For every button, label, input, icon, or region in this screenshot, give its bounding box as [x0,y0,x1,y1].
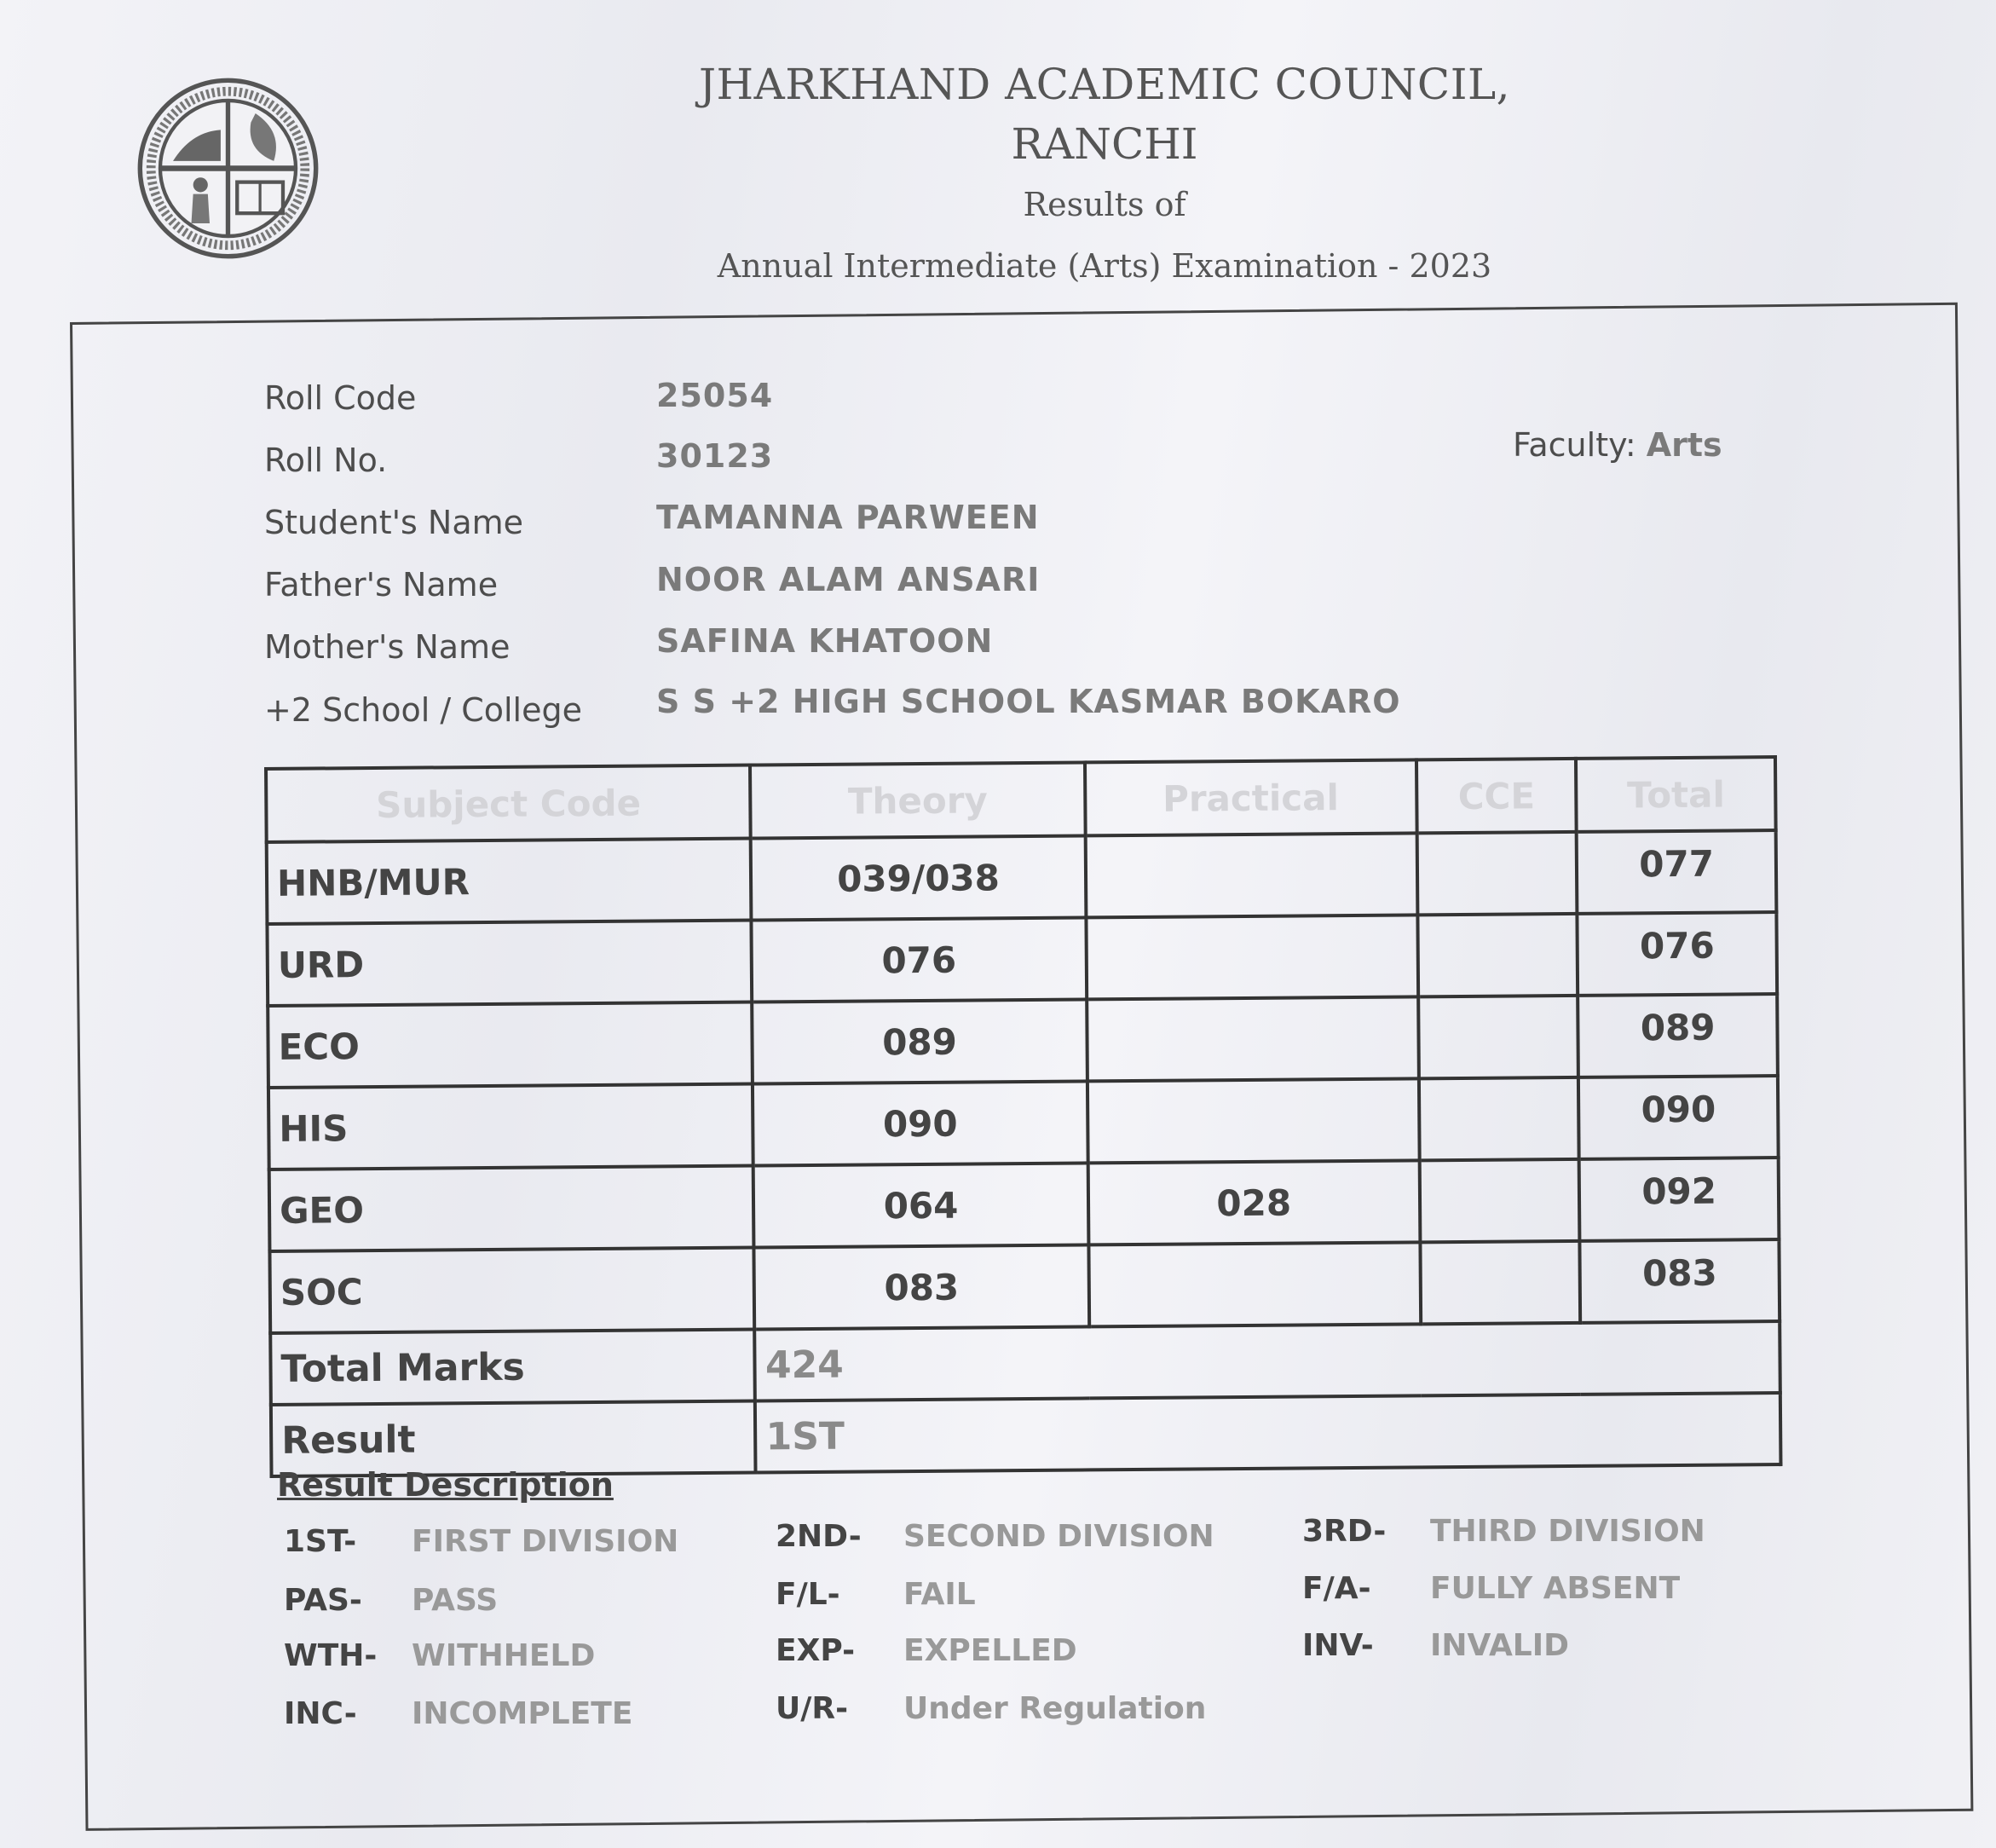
field-value: NOOR ALAM ANSARI [656,561,1041,598]
legend-value: WITHHELD [412,1638,596,1673]
legend-value: FAIL [903,1577,976,1612]
field-label: Student's Name [264,504,524,541]
exam-title: Annual Intermediate (Arts) Examination - 2023 [717,247,1492,285]
theory-marks: 064 [753,1163,1088,1247]
header-cce: CCE [1416,759,1577,833]
legend-item [284,1638,595,1673]
org-city: RANCHI [1011,119,1198,169]
marks-table [264,755,1782,1478]
results-of-label: Results of [1023,186,1186,223]
result-label: Result [271,1400,756,1476]
total-marks: 090 [1578,1076,1778,1159]
subject-code: URD [267,921,752,1006]
subject-code: HIS [268,1084,753,1169]
cce-marks [1417,914,1578,996]
legend-item [776,1519,1214,1554]
subject-code: HNB/MUR [267,839,752,924]
table-row [268,994,1778,1088]
faculty [1513,426,1722,464]
subject-code: SOC [269,1248,754,1333]
field-label: Roll No. [264,442,388,479]
total-marks-label: Total Marks [270,1329,755,1404]
legend-value: PASS [412,1583,499,1618]
cce-marks [1420,1241,1580,1324]
legend-key: F/L- [776,1577,840,1612]
legend-key: 3RD- [1302,1514,1387,1549]
legend-value: INVALID [1430,1628,1570,1663]
field-label: Father's Name [264,566,499,603]
result-description-title: Result Description [277,1466,614,1504]
legend-key: PAS- [284,1583,362,1618]
practical-marks [1086,915,1418,999]
legend-key: INV- [1302,1628,1374,1663]
header-practical: Practical [1085,759,1417,835]
header-subject-code: Subject Code [266,765,751,842]
org-name: JHARKHAND ACADEMIC COUNCIL, [698,60,1511,109]
legend-value: FULLY ABSENT [1430,1571,1681,1606]
legend-key: WTH- [284,1638,378,1673]
legend-item [1302,1571,1680,1606]
legend-item [284,1696,632,1731]
legend-value: FIRST DIVISION [412,1524,679,1559]
total-marks: 089 [1578,994,1778,1077]
table-row [267,830,1777,924]
result-description [277,1466,1705,1731]
legend-item [1302,1628,1569,1663]
theory-marks: 039/038 [751,835,1086,920]
header-theory: Theory [750,762,1085,838]
field-label: Mother's Name [264,628,511,666]
legend-value: THIRD DIVISION [1430,1514,1705,1549]
total-marks-row [270,1321,1780,1405]
table-header-row [266,757,1776,842]
field-value: 25054 [656,377,774,414]
table-row [268,1076,1779,1169]
legend-item [776,1691,1206,1726]
legend-key: EXP- [776,1633,856,1668]
practical-marks [1088,1242,1421,1326]
table-row [267,912,1777,1006]
faculty-value: Arts [1646,426,1722,464]
legend-key: F/A- [1302,1571,1371,1606]
legend-value: INCOMPLETE [412,1696,633,1731]
theory-marks: 076 [752,917,1087,1002]
field-value: SAFINA KHATOON [656,622,994,660]
legend-item [776,1577,976,1612]
practical-marks [1087,996,1419,1081]
cce-marks [1419,1077,1579,1160]
legend-item [284,1524,678,1559]
total-marks: 076 [1578,912,1777,996]
subject-code: ECO [268,1002,753,1088]
legend-item [776,1633,1077,1668]
cce-marks [1416,832,1577,915]
cce-marks [1418,996,1578,1078]
cce-marks [1419,1159,1579,1242]
total-marks-value: 424 [755,1321,1780,1400]
legend-item [1302,1514,1705,1549]
result-row [271,1393,1781,1476]
header-total: Total [1576,757,1775,832]
total-marks: 083 [1580,1239,1780,1323]
field-value: S S +2 HIGH SCHOOL KASMAR BOKARO [656,683,1401,720]
field-label: +2 School / College [264,691,582,729]
legend-value: EXPELLED [903,1633,1077,1668]
field-value: 30123 [656,437,774,475]
legend-key: INC- [284,1696,357,1731]
faculty-label: Faculty: [1513,426,1636,464]
theory-marks: 083 [754,1245,1089,1329]
legend-key: U/R- [776,1691,849,1726]
total-marks: 077 [1577,830,1776,914]
legend-item [284,1583,498,1618]
practical-marks [1085,833,1417,917]
legend-value: SECOND DIVISION [903,1519,1214,1554]
legend-key: 1ST- [284,1524,357,1559]
subject-code: GEO [269,1166,754,1251]
total-marks: 092 [1579,1158,1779,1241]
theory-marks: 090 [753,1081,1087,1165]
field-value: TAMANNA PARWEEN [656,499,1040,536]
practical-marks: 028 [1087,1160,1420,1245]
table-row [269,1158,1780,1251]
legend-key: 2ND- [776,1519,862,1554]
legend-value: Under Regulation [903,1691,1207,1726]
field-label: Roll Code [264,379,417,417]
result-value: 1ST [755,1393,1780,1472]
table-row [269,1239,1780,1333]
theory-marks: 089 [753,999,1087,1083]
practical-marks [1087,1078,1419,1163]
